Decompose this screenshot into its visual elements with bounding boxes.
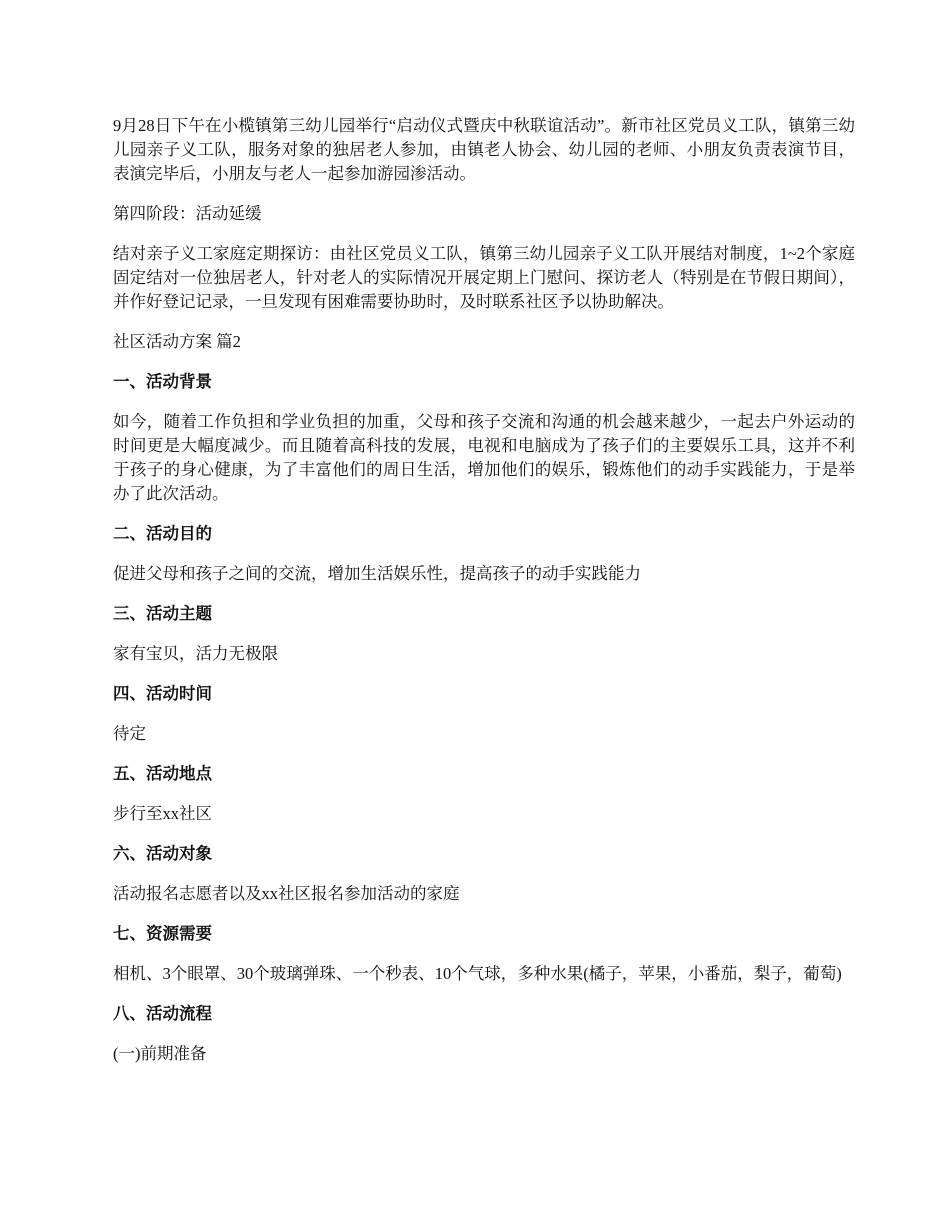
heading-time: 四、活动时间	[113, 684, 212, 703]
paragraph-purpose: 促进父母和孩子之间的交流，增加生活娱乐性，提高孩子的动手实践能力	[113, 564, 641, 583]
paragraph-location: 步行至xx社区	[113, 804, 212, 823]
heading-location: 五、活动地点	[113, 764, 212, 783]
paragraph-time: 待定	[113, 724, 146, 743]
paragraph-resources: 相机、3个眼罩、30个玻璃弹珠、一个秒表、10个气球，多种水果(橘子，苹果，小番茄，梨子，葡萄)	[113, 964, 842, 983]
document-body	[113, 114, 855, 1082]
paragraph-pairing-visits: 结对亲子义工家庭定期探访：由社区党员义工队，镇第三幼儿园亲子义工队开展结对制度，1~2个家庭固定结对一位独居老人，针对老人的实际情况开展定期上门慰问、探访老人（特别是在节假日期间），并作好登记记录，一旦发现有困难需要协助时，及时联系社区予以协助解决。	[113, 244, 855, 311]
paragraph-theme: 家有宝贝，活力无极限	[113, 644, 278, 663]
heading-participants: 六、活动对象	[113, 844, 212, 863]
heading-purpose: 二、活动目的	[113, 524, 212, 543]
heading-background: 一、活动背景	[113, 372, 212, 391]
paragraph-phase-four: 第四阶段：活动延缓	[113, 204, 262, 223]
paragraph-launch-ceremony: 9月28日下午在小榄镇第三幼儿园举行“启动仪式暨庆中秋联谊活动”。新市社区党员义工队，镇第三幼儿园亲子义工队，服务对象的独居老人参加，由镇老人协会、幼儿园的老师、小朋友负责表演节目，表演完毕后，小朋友与老人一起参加游园渗活动。	[113, 116, 855, 183]
paragraph-background: 如今，随着工作负担和学业负担的加重，父母和孩子交流和沟通的机会越来越少，一起去户外运动的时间更是大幅度减少。而且随着高科技的发展，电视和电脑成为了孩子们的主要娱乐工具，这并不利于孩子的身心健康，为了丰富他们的周日生活，增加他们的娱乐，锻炼他们的动手实践能力，于是举办了此次活动。	[113, 412, 855, 503]
paragraph-participants: 活动报名志愿者以及xx社区报名参加活动的家庭	[113, 884, 460, 903]
heading-theme: 三、活动主题	[113, 604, 212, 623]
heading-resources: 七、资源需要	[113, 924, 212, 943]
paragraph-plan-title: 社区活动方案 篇2	[113, 332, 241, 351]
heading-process: 八、活动流程	[113, 1004, 212, 1023]
paragraph-preparation: (一)前期准备	[113, 1044, 207, 1063]
